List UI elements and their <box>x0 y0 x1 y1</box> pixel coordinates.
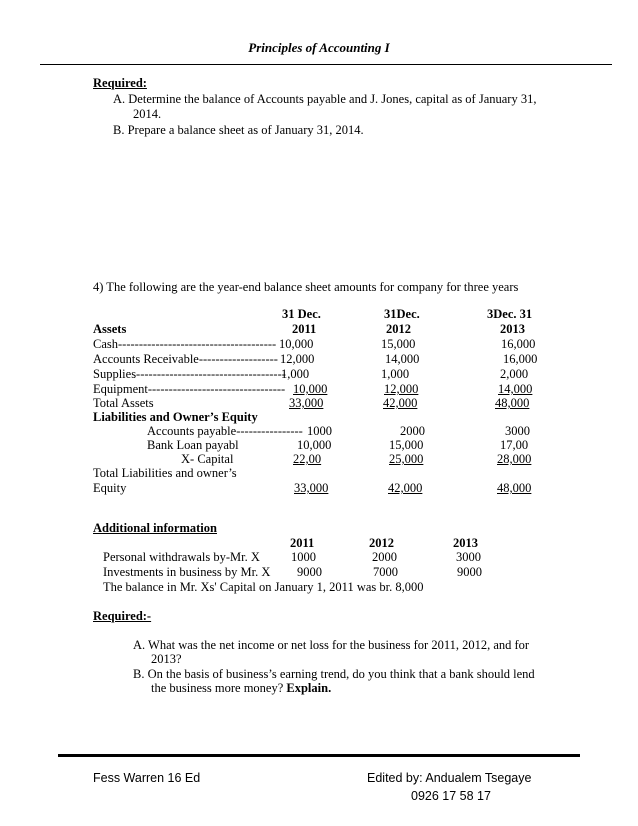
required-label: Required: <box>93 76 147 90</box>
required2-item-b-cont <box>151 681 331 696</box>
additional-row-value: 2000 <box>372 550 397 564</box>
required2-item-b-text: the business more money? <box>151 681 284 695</box>
additional-row-value: 3000 <box>456 550 481 564</box>
asset-row-value: 14,000 <box>498 382 533 396</box>
total-liab-label-cont: Equity <box>93 481 127 495</box>
required-item-a: A. Determine the balance of Accounts payable and J. Jones, capital as of January 31, <box>113 92 537 106</box>
required2-item-b: B. On the basis of business’s earning trend, do you think that a bank should lend <box>133 667 535 681</box>
asset-row-value: 10,000 <box>279 337 314 351</box>
additional-row-label: Investments in business by Mr. X <box>103 565 271 579</box>
col-year-2011: 2011 <box>292 322 317 336</box>
asset-row-label: Cash-------------------------------------- <box>93 337 277 351</box>
additional-row-value: 7000 <box>373 565 398 579</box>
asset-row-label: Equipment--------------------------------- <box>93 382 286 396</box>
asset-row-label: Accounts Receivable------------------- <box>93 352 278 366</box>
footer-left: Fess Warren 16 Ed <box>93 771 201 785</box>
asset-row-value: 1,000 <box>281 367 310 381</box>
col-date-2012: 31Dec. <box>384 307 420 321</box>
liabilities-heading: Liabilities and Owner’s Equity <box>93 410 258 424</box>
total-assets-value: 42,000 <box>383 396 418 410</box>
total-assets-value: 48,000 <box>495 396 530 410</box>
col-date-2011: 31 Dec. <box>282 307 321 321</box>
asset-row-value: 16,000 <box>501 337 536 351</box>
asset-row-value: 1,000 <box>381 367 410 381</box>
liability-row-value: 25,000 <box>389 452 424 466</box>
required-item-b: B. Prepare a balance sheet as of January 31, 2014. <box>113 123 364 137</box>
total-liab-label: Total Liabilities and owner’s <box>93 466 237 480</box>
page-header-title: Principles of Accounting I <box>248 40 390 55</box>
additional-row-value: 1000 <box>291 550 316 564</box>
asset-row-value: 12,000 <box>280 352 315 366</box>
required2-item-a-cont: 2013? <box>151 652 182 666</box>
required-item-a-cont: 2014. <box>133 107 162 121</box>
required2-item-a: A. What was the net income or net loss for the business for 2011, 2012, and for <box>133 638 530 652</box>
asset-row-value: 14,000 <box>385 352 420 366</box>
assets-heading: Assets <box>93 322 127 336</box>
total-assets-label: Total Assets <box>93 396 154 410</box>
liability-row-label: Accounts payable---------------- <box>147 424 303 438</box>
additional-note: The balance in Mr. Xs' Capital on January 1, 2011 was br. 8,000 <box>103 580 424 594</box>
footer-right: Edited by: Andualem Tsegaye <box>367 771 532 785</box>
asset-row-value: 15,000 <box>381 337 416 351</box>
additional-year: 2011 <box>290 536 315 550</box>
col-year-2013: 2013 <box>500 322 525 336</box>
liability-row-value: 15,000 <box>389 438 424 452</box>
total-liab-value: 42,000 <box>388 481 423 495</box>
footer-rule <box>58 754 580 757</box>
problem-intro: 4) The following are the year-end balance sheet amounts for company for three years <box>93 280 519 294</box>
total-assets-value: 33,000 <box>289 396 324 410</box>
required2-item-b-bold: Explain. <box>286 681 332 695</box>
liability-row-label: Bank Loan payabl <box>147 438 239 452</box>
total-liab-value: 33,000 <box>294 481 329 495</box>
col-year-2012: 2012 <box>386 322 411 336</box>
total-liab-value: 48,000 <box>497 481 532 495</box>
liability-row-value: 22,00 <box>293 452 322 466</box>
liability-row-value: 10,000 <box>297 438 332 452</box>
liability-row-value: 3000 <box>505 424 530 438</box>
required2-label: Required:- <box>93 609 152 623</box>
additional-year: 2013 <box>453 536 478 550</box>
liability-row-label: X- Capital <box>181 452 234 466</box>
asset-row-value: 16,000 <box>503 352 538 366</box>
additional-heading: Additional information <box>93 521 217 535</box>
asset-row-value: 10,000 <box>293 382 328 396</box>
liability-row-value: 2000 <box>400 424 425 438</box>
liability-row-value: 1000 <box>307 424 332 438</box>
additional-row-label: Personal withdrawals by-Mr. X <box>103 550 260 564</box>
footer-phone: 0926 17 58 17 <box>411 789 491 803</box>
header-rule <box>40 64 612 65</box>
liability-row-value: 28,000 <box>497 452 532 466</box>
additional-year: 2012 <box>369 536 394 550</box>
liability-row-value: 17,00 <box>500 438 529 452</box>
additional-row-value: 9000 <box>297 565 322 579</box>
asset-row-value: 2,000 <box>500 367 529 381</box>
additional-row-value: 9000 <box>457 565 482 579</box>
asset-row-label: Supplies------------------------------------ <box>93 367 286 381</box>
asset-row-value: 12,000 <box>384 382 419 396</box>
col-date-2013: 3Dec. 31 <box>487 307 533 321</box>
